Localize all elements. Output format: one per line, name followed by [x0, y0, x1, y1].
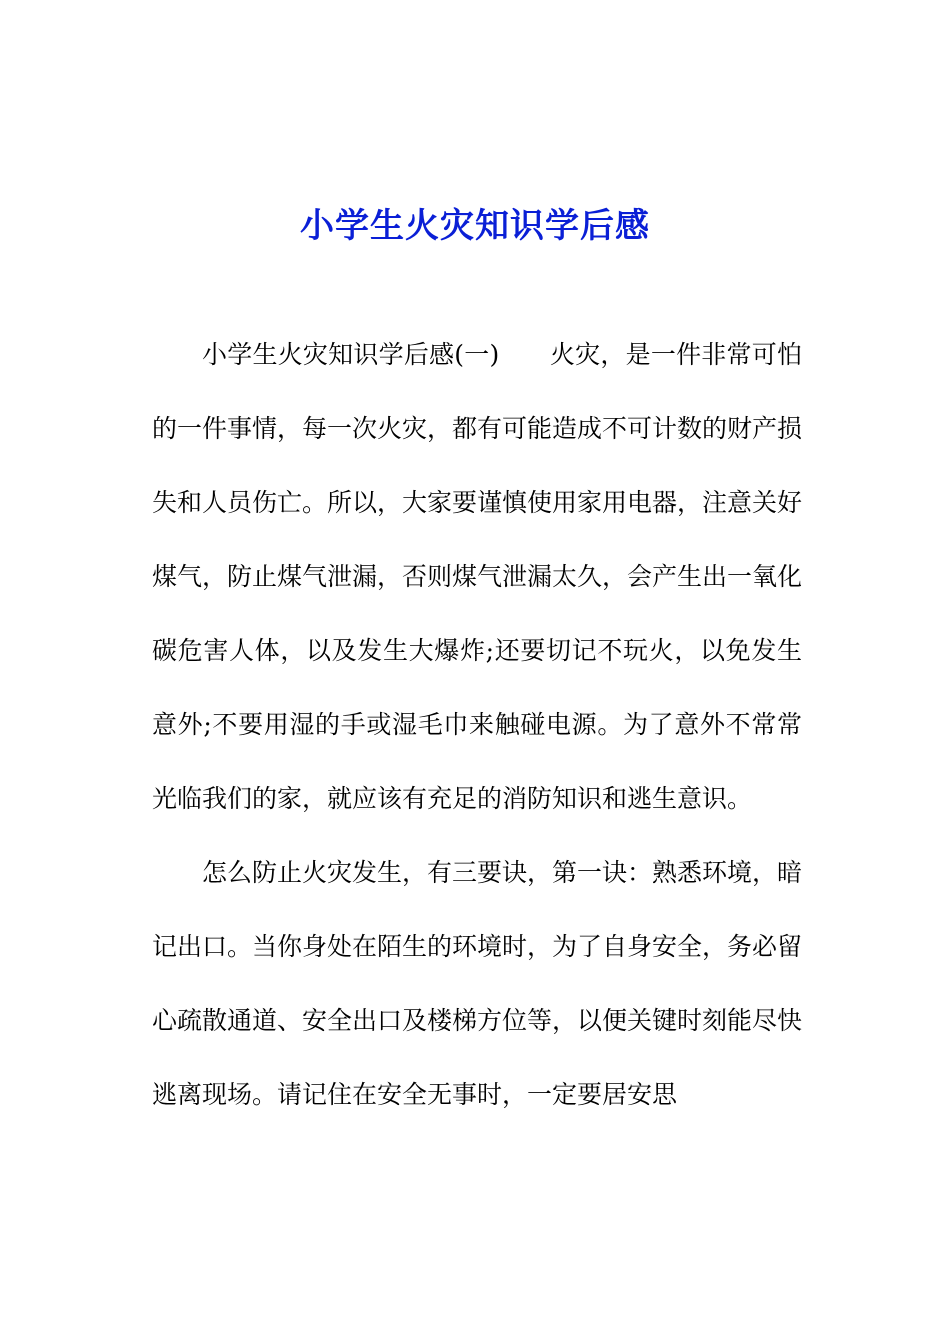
paragraph-1: 小学生火灾知识学后感(一) 火灾，是一件非常可怕的一件事情，每一次火灾，都有可能造成不可计数的财产损失和人员伤亡。所以，大家要谨慎使用家用电器，注意关好煤气，防止煤气泄漏，否则煤气泄漏太久，会产生出一氧化碳危害人体，以及发生大爆炸;还要切记不玩火，以免发生意外;不要用湿的手或湿毛巾来触碰电源。为了意外不常常光临我们的家，就应该有充足的消防知识和逃生意识。 [152, 340, 803, 813]
document-title: 小学生火灾知识学后感 [300, 205, 650, 246]
document-body [152, 318, 802, 1132]
paragraph-2: 怎么防止火灾发生，有三要诀，第一诀：熟悉环境，暗记出口。当你身处在陌生的环境时，为了自身安全，务必留心疏散通道、安全出口及楼梯方位等，以便关键时刻能尽快逃离现场。请记住在安全无事时，一定要居安思 [152, 858, 803, 1109]
